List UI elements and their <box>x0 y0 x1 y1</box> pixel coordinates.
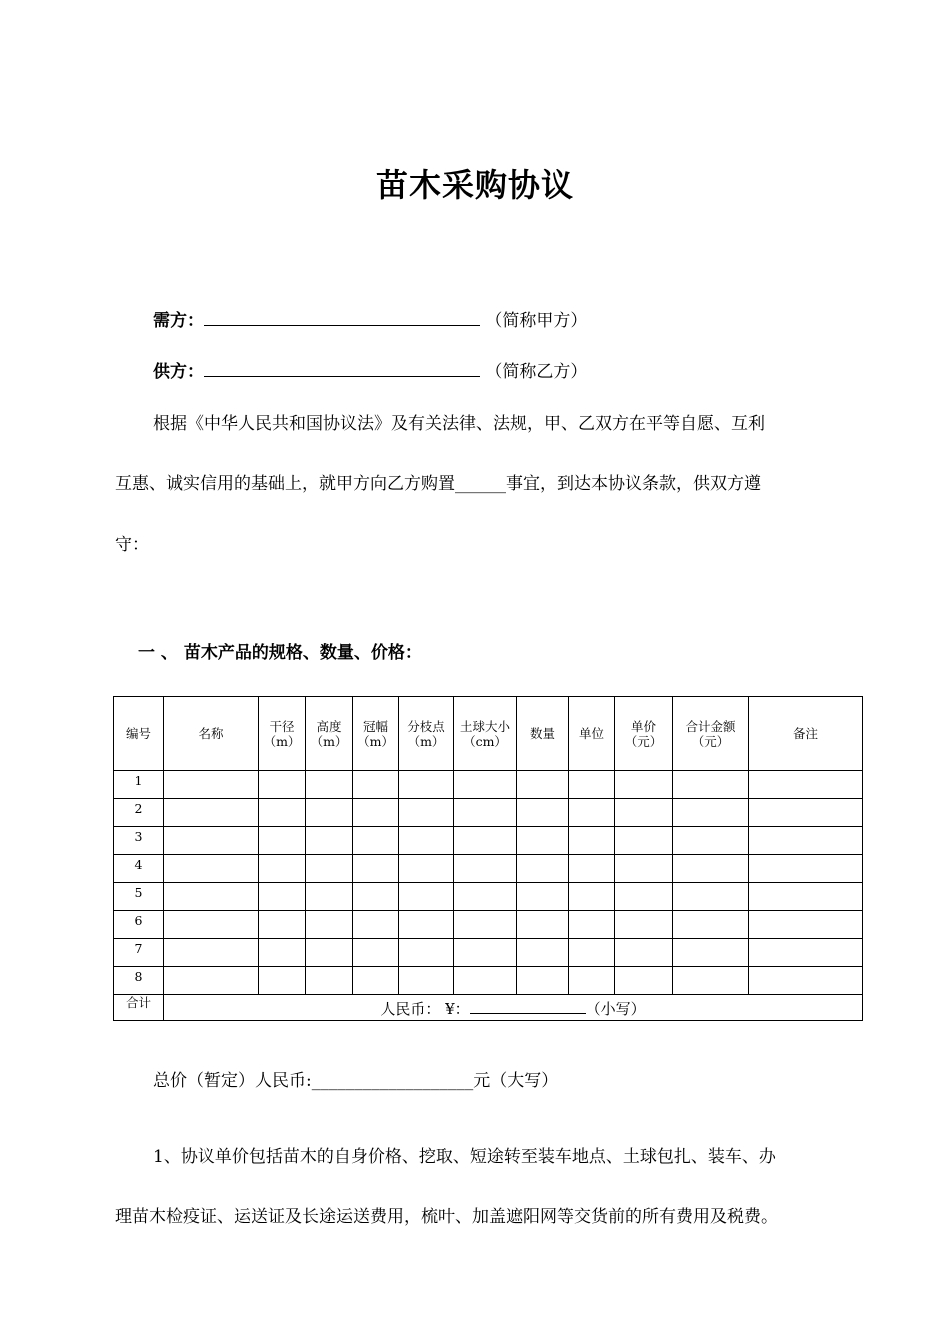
column-header-label: 高度 <box>316 718 342 734</box>
table-cell[interactable] <box>164 883 259 911</box>
column-header-label: 单位 <box>578 726 604 741</box>
sum-amount-blank[interactable] <box>470 999 586 1014</box>
table-cell[interactable] <box>749 967 863 995</box>
table-cell[interactable] <box>353 799 399 827</box>
table-cell[interactable] <box>399 883 454 911</box>
row-number: 1 <box>114 771 164 799</box>
table-cell[interactable] <box>259 883 306 911</box>
table-cell[interactable] <box>164 771 259 799</box>
table-cell[interactable] <box>749 911 863 939</box>
table-cell[interactable] <box>259 799 306 827</box>
seller-blank[interactable] <box>204 358 480 377</box>
table-cell[interactable] <box>517 799 569 827</box>
column-header-unit: （元） <box>691 733 730 749</box>
table-cell[interactable] <box>517 771 569 799</box>
intro-line-1: 根据《中华人民共和国协议法》及有关法律、法规，甲、乙双方在平等自愿、互利 <box>153 414 765 434</box>
total-price-line: 总价（暂定）人民币:___________________元（大写） <box>153 1071 559 1091</box>
intro-line-2: 互惠、诚实信用的基础上，就甲方向乙方购置______事宜，到达本协议条款，供双方遵 <box>115 474 761 494</box>
row-number: 5 <box>114 883 164 911</box>
column-header-label: 分枝点 <box>407 718 445 734</box>
table-cell[interactable] <box>164 939 259 967</box>
document-title: 苗木采购协议 <box>375 166 574 204</box>
table-cell[interactable] <box>306 967 353 995</box>
table-header-row <box>114 697 863 771</box>
column-header <box>749 697 863 771</box>
table-cell[interactable] <box>353 855 399 883</box>
table-cell[interactable] <box>399 827 454 855</box>
spec-table <box>113 696 863 1021</box>
table-cell[interactable] <box>673 771 749 799</box>
table-cell[interactable] <box>399 939 454 967</box>
table-cell[interactable] <box>569 967 615 995</box>
table-cell[interactable] <box>399 911 454 939</box>
table-row <box>114 799 863 827</box>
column-header <box>673 697 749 771</box>
table-row <box>114 883 863 911</box>
table-cell[interactable] <box>615 911 673 939</box>
table-cell[interactable] <box>306 827 353 855</box>
sum-amount-cell <box>164 995 863 1021</box>
table-cell[interactable] <box>454 911 517 939</box>
column-header <box>353 697 399 771</box>
table-cell[interactable] <box>673 967 749 995</box>
sum-prefix: 人民币： ¥： <box>380 999 470 1018</box>
seller-line <box>153 357 587 382</box>
table-cell[interactable] <box>454 855 517 883</box>
table-cell[interactable] <box>164 967 259 995</box>
table-cell[interactable] <box>749 827 863 855</box>
seller-label: 供方： <box>153 362 204 382</box>
table-cell[interactable] <box>259 939 306 967</box>
table-cell[interactable] <box>569 855 615 883</box>
column-header-label: 干径 <box>269 718 295 734</box>
table-cell[interactable] <box>353 771 399 799</box>
table-cell[interactable] <box>306 855 353 883</box>
row-number: 3 <box>114 827 164 855</box>
table-cell[interactable] <box>259 967 306 995</box>
table-cell[interactable] <box>353 827 399 855</box>
table-cell[interactable] <box>306 911 353 939</box>
table-cell[interactable] <box>353 939 399 967</box>
table-cell[interactable] <box>399 771 454 799</box>
table-cell[interactable] <box>164 799 259 827</box>
column-header <box>517 697 569 771</box>
table-cell[interactable] <box>517 939 569 967</box>
table-cell[interactable] <box>673 939 749 967</box>
column-header-unit: （m） <box>310 733 348 749</box>
row-number: 6 <box>114 911 164 939</box>
column-header-label: 编号 <box>125 726 151 741</box>
table-cell[interactable] <box>306 883 353 911</box>
table-cell[interactable] <box>399 967 454 995</box>
table-cell[interactable] <box>673 827 749 855</box>
column-header <box>615 697 673 771</box>
table-cell[interactable] <box>164 855 259 883</box>
clause-1-line-2: 理苗木检疫证、运送证及长途运送费用，梳叶、加盖遮阳网等交货前的所有费用及税费。 <box>115 1207 778 1227</box>
table-cell[interactable] <box>353 911 399 939</box>
row-number: 8 <box>114 967 164 995</box>
table-cell[interactable] <box>306 771 353 799</box>
column-header-unit: （m） <box>357 733 394 749</box>
table-cell[interactable] <box>749 855 863 883</box>
table-cell[interactable] <box>517 967 569 995</box>
table-cell[interactable] <box>673 883 749 911</box>
table-cell[interactable] <box>399 855 454 883</box>
buyer-label: 需方： <box>153 311 204 331</box>
table-cell[interactable] <box>454 967 517 995</box>
table-cell[interactable] <box>569 799 615 827</box>
table-cell[interactable] <box>749 799 863 827</box>
table-cell[interactable] <box>259 911 306 939</box>
sum-suffix: （小写） <box>585 999 646 1018</box>
column-header <box>454 697 517 771</box>
row-number: 7 <box>114 939 164 967</box>
column-header-label: 名称 <box>198 726 224 741</box>
table-cell[interactable] <box>749 939 863 967</box>
table-cell[interactable] <box>615 939 673 967</box>
table-cell[interactable] <box>306 939 353 967</box>
table-sum-row <box>114 995 863 1021</box>
column-header-unit: （m） <box>263 733 301 749</box>
buyer-note: （简称甲方） <box>485 311 588 331</box>
table-cell[interactable] <box>454 939 517 967</box>
table-cell[interactable] <box>353 967 399 995</box>
table-row <box>114 771 863 799</box>
column-header <box>114 697 164 771</box>
table-cell[interactable] <box>615 883 673 911</box>
column-header <box>569 697 615 771</box>
table-cell[interactable] <box>517 911 569 939</box>
table-cell[interactable] <box>517 855 569 883</box>
table-cell[interactable] <box>569 827 615 855</box>
table-cell[interactable] <box>569 939 615 967</box>
table-cell[interactable] <box>399 799 454 827</box>
table-cell[interactable] <box>454 827 517 855</box>
clause-1-line-1: 1、协议单价包括苗木的自身价格、挖取、短途转至装车地点、土球包扎、装车、办 <box>153 1147 776 1167</box>
table-cell[interactable] <box>353 883 399 911</box>
seller-note: （简称乙方） <box>485 362 588 382</box>
table-cell[interactable] <box>569 771 615 799</box>
table-cell[interactable] <box>259 827 306 855</box>
table-cell[interactable] <box>615 771 673 799</box>
column-header-label: 数量 <box>529 726 555 741</box>
row-number: 4 <box>114 855 164 883</box>
table-cell[interactable] <box>517 827 569 855</box>
column-header <box>164 697 259 771</box>
column-header-label: 合计金额 <box>685 718 736 734</box>
buyer-blank[interactable] <box>204 307 480 326</box>
table-cell[interactable] <box>673 911 749 939</box>
table-cell[interactable] <box>454 799 517 827</box>
table-row <box>114 827 863 855</box>
table-cell[interactable] <box>259 771 306 799</box>
table-cell[interactable] <box>749 883 863 911</box>
section-1-title: 一 、 苗木产品的规格、数量、价格： <box>138 643 422 663</box>
table-cell[interactable] <box>615 799 673 827</box>
table-cell[interactable] <box>569 911 615 939</box>
table-cell[interactable] <box>673 855 749 883</box>
column-header <box>259 697 306 771</box>
column-header <box>306 697 353 771</box>
table-cell[interactable] <box>673 799 749 827</box>
column-header-label: 冠幅 <box>362 718 388 734</box>
table-cell[interactable] <box>259 855 306 883</box>
table-cell[interactable] <box>164 911 259 939</box>
table-cell[interactable] <box>615 827 673 855</box>
table-cell[interactable] <box>164 827 259 855</box>
column-header <box>399 697 454 771</box>
table-row <box>114 855 863 883</box>
table-cell[interactable] <box>749 771 863 799</box>
column-header-label: 单价 <box>630 718 656 734</box>
sum-label: 合计 <box>114 995 164 1021</box>
intro-line-3: 守： <box>115 535 149 555</box>
table-cell[interactable] <box>615 967 673 995</box>
column-header-label: 土球大小 <box>459 718 510 734</box>
table-cell[interactable] <box>569 883 615 911</box>
table-cell[interactable] <box>454 883 517 911</box>
table-row <box>114 911 863 939</box>
table-row <box>114 967 863 995</box>
column-header-unit: （元） <box>624 733 663 749</box>
row-number: 2 <box>114 799 164 827</box>
column-header-unit: （m） <box>407 733 445 749</box>
table-cell[interactable] <box>615 855 673 883</box>
column-header-label: 备注 <box>792 726 818 741</box>
column-header-unit: （cm） <box>463 733 507 749</box>
table-cell[interactable] <box>517 883 569 911</box>
table-cell[interactable] <box>306 799 353 827</box>
table-cell[interactable] <box>454 771 517 799</box>
table-row <box>114 939 863 967</box>
buyer-line <box>153 306 587 331</box>
